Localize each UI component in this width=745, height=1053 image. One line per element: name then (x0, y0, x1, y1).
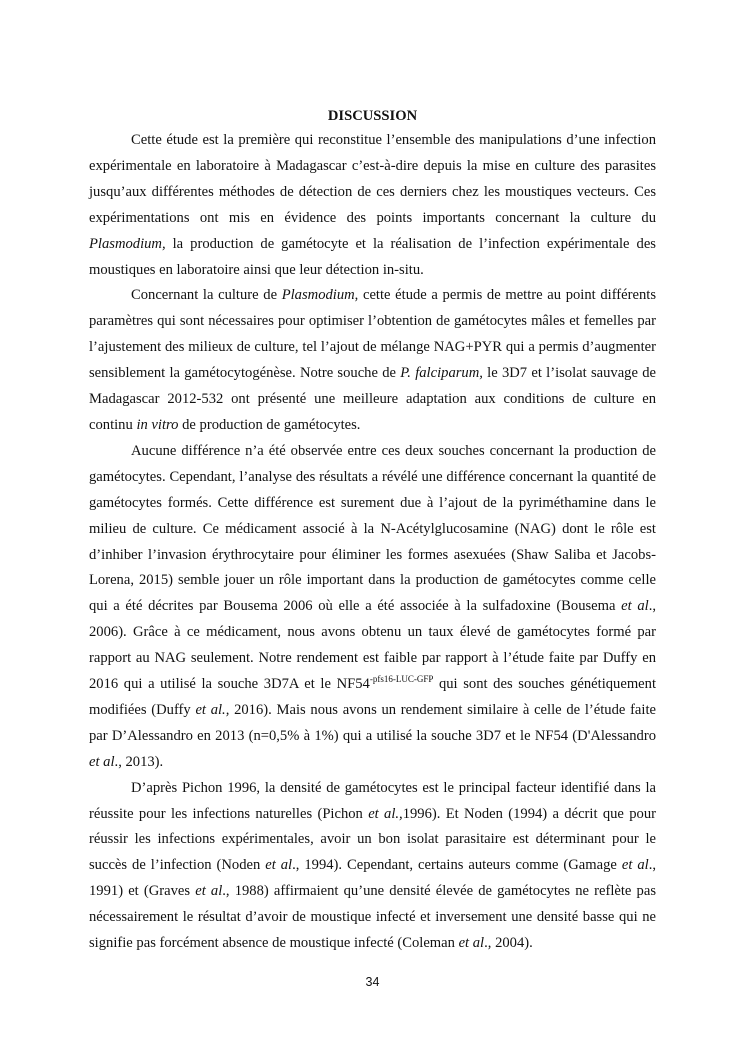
text-run: qui sont des souches génétiquement modifiées (Duffy (89, 676, 656, 718)
text-run: Concernant la culture de (131, 287, 282, 304)
italic-text: in vitro (136, 416, 179, 433)
italic-text: Plasmodium, (89, 235, 166, 252)
italic-text: Plasmodium (281, 287, 355, 304)
text-run: 2016). Mais nous avons un rendement similaire à celle de l’étude faite par D’Alessandro en 2013 (n=0,5% à 1%) qui a utilisé la souche 3D7 et le NF54 (D'Alessandro (89, 701, 656, 744)
text-run: 1996). Et Noden (1994) a décrit que pour réussir les infections expérimentales, avoir un bon isolat parasitaire est déterminant pour le succès de l’infection (Noden (89, 805, 656, 874)
paragraph (89, 439, 656, 776)
italic-text: et al (89, 753, 115, 770)
paragraph (89, 128, 656, 283)
text-run: , cette étude a permis de mettre au point différents paramètres qui sont nécessaires pour optimiser l’obtention de gamétocytes mâles et femelles par l’ajustement des milieux de culture, tel l’ajout de mélange NAG+PYR qui a permis d’augmenter sensiblement la gamétocytogénèse. Notre souche de (89, 287, 656, 382)
text-run: ., 1991) et (Graves (89, 857, 656, 900)
section-heading: DISCUSSION (327, 108, 418, 124)
text-run: ., 2006). Grâce à ce médicament, nous avons obtenu un taux élevé de gamétocytes formé par rapport au NAG seulement. Notre rendement est faible par rapport à l’étude faite par Duffy en 2016 qui a utilisé la souche 3D7A et le NF54 (89, 598, 656, 693)
italic-text: et al (458, 935, 485, 952)
text-run: de production de gamétocytes. (178, 416, 361, 433)
text-run: la production de gamétocyte et la réalisation de l’infection expérimentale des moustiques en laboratoire ainsi que leur détection in-situ. (89, 235, 656, 278)
text-run: Cette étude est la première qui reconstitue l’ensemble des manipulations d’une infection expérimentale en laboratoire à Madagascar c’est-à-dire depuis la mise en culture des parasites jusqu’aux différentes méthodes de détection de ces derniers chez les moustiques vecteurs. Ces expérimentations ont mis en évidence des points importants concernant la culture du (89, 132, 656, 226)
italic-text: et al (195, 883, 223, 900)
text-run: Aucune différence n’a été observée entre ces deux souches concernant la production de gamétocytes. Cependant, l’analyse des résultats a révélé une différence concernant la quantité de gamétocytes formés. Cette différence est surement due à l’ajout de la pyriméthamine dans le milieu de culture. Ce médicament associé à la N-Acétylglucosamine (NAG) dont le rôle est d’inhiber l’invasion érythrocytaire pour éliminer les formes asexuées (Shaw Saliba et Jacobs-Lorena, 2015) semble jouer un rôle important dans la production de gamétocytes comme celle qui a été décrites par Bousema 2006 où elle a été associée à la sulfadoxine (Bousema (89, 442, 656, 615)
page-number: 34 (365, 975, 380, 989)
superscript-text: -pfs16-LUC-GFP (369, 674, 434, 685)
italic-text: et al., (368, 805, 403, 822)
italic-text: et al (621, 598, 649, 615)
text-run: ., 1994). Cependant, certains auteurs comme (Gamage (292, 857, 622, 874)
text-run: ., 1988) affirmaient qu’une densité élevée de gamétocytes ne reflète pas nécessairement le résultat d’avoir de moustique infecté et inversement une densité basse qui ne signifie pas forcément absence de moustique infecté (Coleman (89, 883, 656, 952)
text-run: ., 2013). (114, 753, 164, 770)
body-text (89, 128, 656, 957)
paragraph (89, 283, 656, 438)
italic-text: et al (265, 857, 293, 874)
text-run: ., 2004). (484, 935, 533, 952)
italic-text: P. falciparum, (400, 365, 483, 382)
italic-text: et al., (195, 701, 230, 718)
italic-text: et al (621, 857, 649, 874)
text-run: D’après Pichon 1996, la densité de gamétocytes est le principal facteur identifié dans la réussite pour les infections naturelles (Pichon (89, 779, 656, 822)
paragraph (89, 776, 656, 957)
text-run: le 3D7 et l’isolat sauvage de Madagascar 2012-532 ont présenté une meilleure adaptation aux conditions de culture en continu (89, 365, 656, 433)
